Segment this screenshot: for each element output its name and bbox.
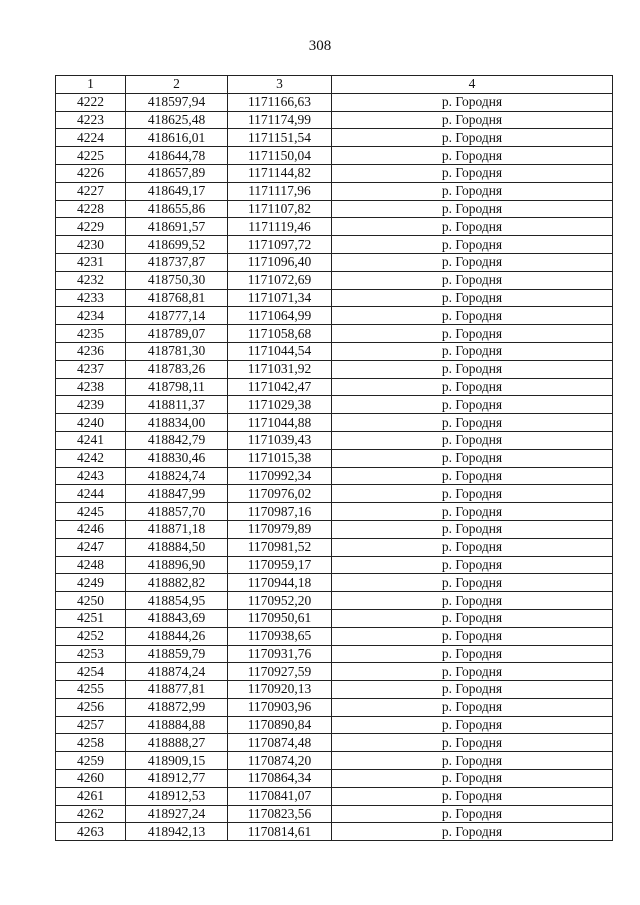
y-coordinate-cell: 1170874,48 [228, 734, 332, 752]
y-coordinate-cell: 1170987,16 [228, 503, 332, 521]
point-number-cell: 4230 [56, 236, 126, 254]
x-coordinate-cell: 418927,24 [126, 805, 228, 823]
x-coordinate-cell: 418781,30 [126, 342, 228, 360]
y-coordinate-cell: 1171015,38 [228, 449, 332, 467]
x-coordinate-cell: 418644,78 [126, 147, 228, 165]
table-row [56, 503, 613, 521]
table-body [56, 93, 613, 840]
object-name-cell: р. Городня [332, 574, 613, 592]
point-number-cell: 4236 [56, 342, 126, 360]
table-row [56, 342, 613, 360]
table-row [56, 716, 613, 734]
point-number-cell: 4225 [56, 147, 126, 165]
object-name-cell: р. Городня [332, 520, 613, 538]
point-number-cell: 4263 [56, 823, 126, 841]
table-row [56, 129, 613, 147]
x-coordinate-cell: 418909,15 [126, 752, 228, 770]
y-coordinate-cell: 1171029,38 [228, 396, 332, 414]
x-coordinate-cell: 418882,82 [126, 574, 228, 592]
point-number-cell: 4241 [56, 431, 126, 449]
y-coordinate-cell: 1171042,47 [228, 378, 332, 396]
y-coordinate-cell: 1170938,65 [228, 627, 332, 645]
point-number-cell: 4245 [56, 503, 126, 521]
y-coordinate-cell: 1170927,59 [228, 663, 332, 681]
object-name-cell: р. Городня [332, 787, 613, 805]
point-number-cell: 4254 [56, 663, 126, 681]
x-coordinate-cell: 418798,11 [126, 378, 228, 396]
y-coordinate-cell: 1171119,46 [228, 218, 332, 236]
x-coordinate-cell: 418737,87 [126, 253, 228, 271]
x-coordinate-cell: 418597,94 [126, 93, 228, 111]
y-coordinate-cell: 1170890,84 [228, 716, 332, 734]
table-row [56, 93, 613, 111]
table-row [56, 574, 613, 592]
table-row [56, 645, 613, 663]
table-row [56, 823, 613, 841]
object-name-cell: р. Городня [332, 289, 613, 307]
point-number-cell: 4237 [56, 360, 126, 378]
point-number-cell: 4238 [56, 378, 126, 396]
object-name-cell: р. Городня [332, 449, 613, 467]
point-number-cell: 4251 [56, 609, 126, 627]
table-row [56, 307, 613, 325]
point-number-cell: 4234 [56, 307, 126, 325]
point-number-cell: 4222 [56, 93, 126, 111]
table-row [56, 325, 613, 343]
table-row [56, 485, 613, 503]
y-coordinate-cell: 1171039,43 [228, 431, 332, 449]
x-coordinate-cell: 418874,24 [126, 663, 228, 681]
x-coordinate-cell: 418884,88 [126, 716, 228, 734]
table-row [56, 289, 613, 307]
x-coordinate-cell: 418912,77 [126, 770, 228, 788]
object-name-cell: р. Городня [332, 129, 613, 147]
object-name-cell: р. Городня [332, 503, 613, 521]
x-coordinate-cell: 418789,07 [126, 325, 228, 343]
y-coordinate-cell: 1170864,34 [228, 770, 332, 788]
object-name-cell: р. Городня [332, 111, 613, 129]
y-coordinate-cell: 1170931,76 [228, 645, 332, 663]
y-coordinate-cell: 1170950,61 [228, 609, 332, 627]
y-coordinate-cell: 1171166,63 [228, 93, 332, 111]
y-coordinate-cell: 1171097,72 [228, 236, 332, 254]
point-number-cell: 4229 [56, 218, 126, 236]
table-row [56, 752, 613, 770]
table-row [56, 236, 613, 254]
table-row [56, 431, 613, 449]
x-coordinate-cell: 418888,27 [126, 734, 228, 752]
x-coordinate-cell: 418857,70 [126, 503, 228, 521]
object-name-cell: р. Городня [332, 342, 613, 360]
object-name-cell: р. Городня [332, 645, 613, 663]
point-number-cell: 4227 [56, 182, 126, 200]
y-coordinate-cell: 1170992,34 [228, 467, 332, 485]
y-coordinate-cell: 1170903,96 [228, 698, 332, 716]
table-row [56, 698, 613, 716]
y-coordinate-cell: 1171071,34 [228, 289, 332, 307]
object-name-cell: р. Городня [332, 663, 613, 681]
x-coordinate-cell: 418657,89 [126, 164, 228, 182]
y-coordinate-cell: 1171107,82 [228, 200, 332, 218]
x-coordinate-cell: 418616,01 [126, 129, 228, 147]
object-name-cell: р. Городня [332, 236, 613, 254]
x-coordinate-cell: 418847,99 [126, 485, 228, 503]
table-row [56, 449, 613, 467]
table-row [56, 609, 613, 627]
y-coordinate-cell: 1171174,99 [228, 111, 332, 129]
x-coordinate-cell: 418854,95 [126, 592, 228, 610]
y-coordinate-cell: 1170979,89 [228, 520, 332, 538]
object-name-cell: р. Городня [332, 698, 613, 716]
table-row [56, 663, 613, 681]
object-name-cell: р. Городня [332, 307, 613, 325]
x-coordinate-cell: 418912,53 [126, 787, 228, 805]
object-name-cell: р. Городня [332, 200, 613, 218]
object-name-cell: р. Городня [332, 770, 613, 788]
table-row [56, 538, 613, 556]
table-row [56, 770, 613, 788]
object-name-cell: р. Городня [332, 378, 613, 396]
point-number-cell: 4260 [56, 770, 126, 788]
point-number-cell: 4252 [56, 627, 126, 645]
x-coordinate-cell: 418884,50 [126, 538, 228, 556]
point-number-cell: 4256 [56, 698, 126, 716]
object-name-cell: р. Городня [332, 396, 613, 414]
y-coordinate-cell: 1171064,99 [228, 307, 332, 325]
y-coordinate-cell: 1170944,18 [228, 574, 332, 592]
x-coordinate-cell: 418811,37 [126, 396, 228, 414]
y-coordinate-cell: 1170920,13 [228, 681, 332, 699]
point-number-cell: 4257 [56, 716, 126, 734]
point-number-cell: 4235 [56, 325, 126, 343]
table-row [56, 467, 613, 485]
x-coordinate-cell: 418655,86 [126, 200, 228, 218]
x-coordinate-cell: 418777,14 [126, 307, 228, 325]
table-row [56, 592, 613, 610]
object-name-cell: р. Городня [332, 538, 613, 556]
object-name-cell: р. Городня [332, 360, 613, 378]
x-coordinate-cell: 418872,99 [126, 698, 228, 716]
point-number-cell: 4224 [56, 129, 126, 147]
x-coordinate-cell: 418871,18 [126, 520, 228, 538]
table-row [56, 414, 613, 432]
x-coordinate-cell: 418896,90 [126, 556, 228, 574]
y-coordinate-cell: 1170952,20 [228, 592, 332, 610]
x-coordinate-cell: 418768,81 [126, 289, 228, 307]
object-name-cell: р. Городня [332, 805, 613, 823]
point-number-cell: 4255 [56, 681, 126, 699]
object-name-cell: р. Городня [332, 431, 613, 449]
object-name-cell: р. Городня [332, 218, 613, 236]
object-name-cell: р. Городня [332, 716, 613, 734]
table-row [56, 111, 613, 129]
point-number-cell: 4240 [56, 414, 126, 432]
y-coordinate-cell: 1171117,96 [228, 182, 332, 200]
table-row [56, 734, 613, 752]
table-row [56, 253, 613, 271]
x-coordinate-cell: 418625,48 [126, 111, 228, 129]
object-name-cell: р. Городня [332, 681, 613, 699]
y-coordinate-cell: 1171072,69 [228, 271, 332, 289]
point-number-cell: 4226 [56, 164, 126, 182]
object-name-cell: р. Городня [332, 592, 613, 610]
object-name-cell: р. Городня [332, 93, 613, 111]
table-row [56, 378, 613, 396]
table-row [56, 164, 613, 182]
object-name-cell: р. Городня [332, 609, 613, 627]
x-coordinate-cell: 418699,52 [126, 236, 228, 254]
y-coordinate-cell: 1171096,40 [228, 253, 332, 271]
y-coordinate-cell: 1170814,61 [228, 823, 332, 841]
y-coordinate-cell: 1171031,92 [228, 360, 332, 378]
table-row [56, 218, 613, 236]
point-number-cell: 4233 [56, 289, 126, 307]
x-coordinate-cell: 418843,69 [126, 609, 228, 627]
table-header [56, 76, 613, 94]
table-row [56, 147, 613, 165]
table-row [56, 627, 613, 645]
table-row [56, 805, 613, 823]
object-name-cell: р. Городня [332, 147, 613, 165]
point-number-cell: 4244 [56, 485, 126, 503]
y-coordinate-cell: 1171044,88 [228, 414, 332, 432]
y-coordinate-cell: 1171044,54 [228, 342, 332, 360]
object-name-cell: р. Городня [332, 467, 613, 485]
object-name-cell: р. Городня [332, 414, 613, 432]
y-coordinate-cell: 1171058,68 [228, 325, 332, 343]
table-row [56, 200, 613, 218]
table-row [56, 520, 613, 538]
x-coordinate-cell: 418942,13 [126, 823, 228, 841]
object-name-cell: р. Городня [332, 556, 613, 574]
y-coordinate-cell: 1170981,52 [228, 538, 332, 556]
header-cell-3: 3 [228, 76, 332, 94]
x-coordinate-cell: 418877,81 [126, 681, 228, 699]
y-coordinate-cell: 1170959,17 [228, 556, 332, 574]
table-row [56, 271, 613, 289]
y-coordinate-cell: 1170823,56 [228, 805, 332, 823]
object-name-cell: р. Городня [332, 627, 613, 645]
point-number-cell: 4239 [56, 396, 126, 414]
point-number-cell: 4223 [56, 111, 126, 129]
x-coordinate-cell: 418834,00 [126, 414, 228, 432]
point-number-cell: 4258 [56, 734, 126, 752]
x-coordinate-cell: 418691,57 [126, 218, 228, 236]
point-number-cell: 4247 [56, 538, 126, 556]
point-number-cell: 4231 [56, 253, 126, 271]
y-coordinate-cell: 1171151,54 [228, 129, 332, 147]
point-number-cell: 4243 [56, 467, 126, 485]
table-row [56, 787, 613, 805]
point-number-cell: 4253 [56, 645, 126, 663]
point-number-cell: 4261 [56, 787, 126, 805]
x-coordinate-cell: 418649,17 [126, 182, 228, 200]
point-number-cell: 4242 [56, 449, 126, 467]
point-number-cell: 4262 [56, 805, 126, 823]
point-number-cell: 4250 [56, 592, 126, 610]
table-row [56, 360, 613, 378]
header-cell-1: 1 [56, 76, 126, 94]
object-name-cell: р. Городня [332, 823, 613, 841]
object-name-cell: р. Городня [332, 182, 613, 200]
x-coordinate-cell: 418859,79 [126, 645, 228, 663]
y-coordinate-cell: 1171150,04 [228, 147, 332, 165]
y-coordinate-cell: 1171144,82 [228, 164, 332, 182]
table-row [56, 182, 613, 200]
y-coordinate-cell: 1170874,20 [228, 752, 332, 770]
y-coordinate-cell: 1170841,07 [228, 787, 332, 805]
point-number-cell: 4249 [56, 574, 126, 592]
point-number-cell: 4248 [56, 556, 126, 574]
object-name-cell: р. Городня [332, 752, 613, 770]
header-row [56, 76, 613, 94]
point-number-cell: 4228 [56, 200, 126, 218]
header-cell-2: 2 [126, 76, 228, 94]
y-coordinate-cell: 1170976,02 [228, 485, 332, 503]
table-row [56, 556, 613, 574]
point-number-cell: 4232 [56, 271, 126, 289]
x-coordinate-cell: 418824,74 [126, 467, 228, 485]
object-name-cell: р. Городня [332, 734, 613, 752]
coordinates-table [55, 75, 613, 841]
object-name-cell: р. Городня [332, 164, 613, 182]
x-coordinate-cell: 418830,46 [126, 449, 228, 467]
point-number-cell: 4259 [56, 752, 126, 770]
object-name-cell: р. Городня [332, 325, 613, 343]
point-number-cell: 4246 [56, 520, 126, 538]
table-row [56, 396, 613, 414]
x-coordinate-cell: 418842,79 [126, 431, 228, 449]
x-coordinate-cell: 418844,26 [126, 627, 228, 645]
header-cell-4: 4 [332, 76, 613, 94]
table-row [56, 681, 613, 699]
object-name-cell: р. Городня [332, 485, 613, 503]
x-coordinate-cell: 418783,26 [126, 360, 228, 378]
object-name-cell: р. Городня [332, 253, 613, 271]
object-name-cell: р. Городня [332, 271, 613, 289]
page-number: 308 [308, 38, 332, 54]
x-coordinate-cell: 418750,30 [126, 271, 228, 289]
